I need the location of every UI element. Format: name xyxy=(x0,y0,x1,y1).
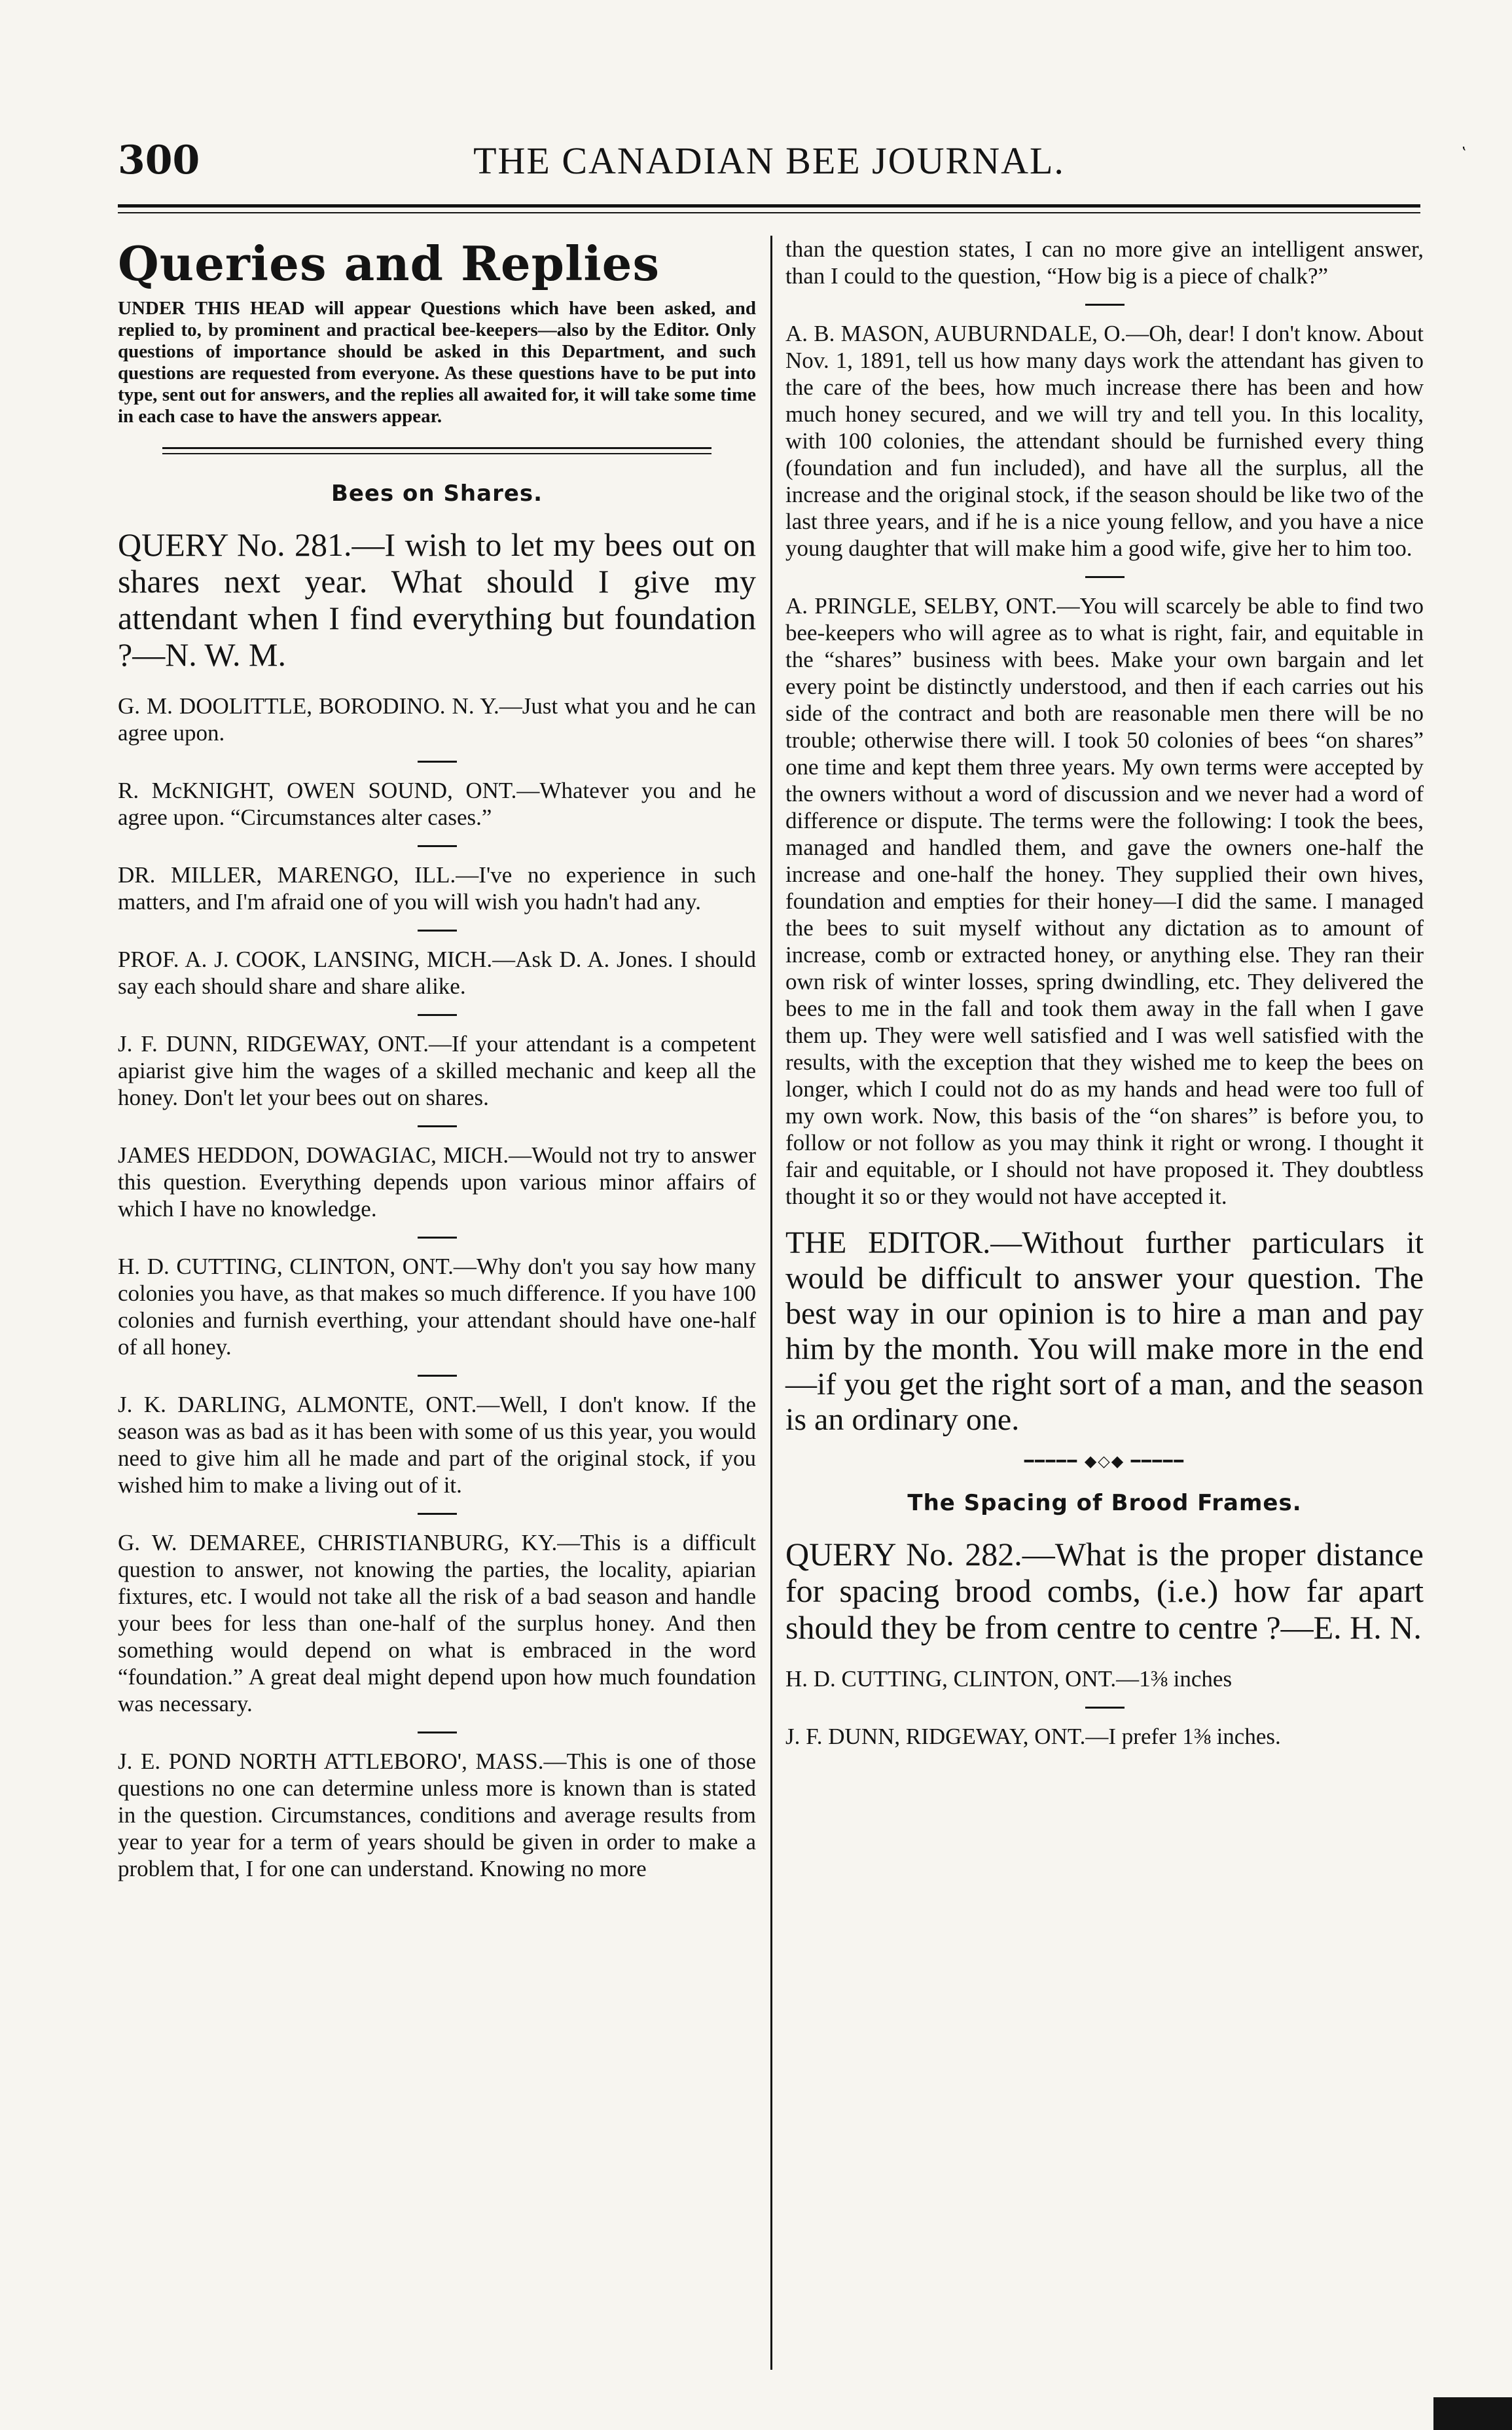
answer-separator xyxy=(1085,576,1125,578)
answer-separator xyxy=(418,1732,457,1733)
answer-separator xyxy=(1085,304,1125,306)
query-282: QUERY No. 282.—What is the proper distance for spacing brood combs, (i.e.) how far apart should they be from centre to centre ?—E. H. N. xyxy=(785,1536,1424,1646)
answer-cutting: H. D. CUTTING, CLINTON, ONT.—Why don't you say how many colonies you have, as that makes so much difference. If you have 100 colonies and furnish everthing, your attendant should have one-half of all honey. xyxy=(118,1254,756,1360)
right-column xyxy=(785,236,1424,1750)
stray-mark: ʽ xyxy=(1461,144,1466,162)
page-corner-mark xyxy=(1433,2397,1512,2430)
answer-doolittle: G. M. DOOLITTLE, BORODINO. N. Y.—Just what you and he can agree upon. xyxy=(118,693,756,746)
query-281: QUERY No. 281.—I wish to let my bees out on shares next year. What should I give my attendant when I find everything but foundation ?—N. W. M. xyxy=(118,526,756,673)
section-title: Queries and Replies xyxy=(118,236,660,291)
answer-demaree: G. W. DEMAREE, CHRISTIANBURG, KY.—This is a difficult question to answer, not knowing the parties, the locality, apiarian fixtures, etc. I would not take all the risk of a bad season and handle your bees for less than one-half of the surplus honey. And then something would depend on what is embraced in the word “foundation.” A great deal might depend upon how much foundation was necessary. xyxy=(118,1530,756,1716)
answer-dunn-282: J. F. DUNN, RIDGEWAY, ONT.—I prefer 1⅜ inches. xyxy=(785,1724,1281,1749)
answer-separator xyxy=(418,1125,457,1127)
answer-miller: DR. MILLER, MARENGO, ILL.—I've no experience in such matters, and I'm afraid one of you will wish you hadn't had any. xyxy=(118,862,756,915)
subhead-spacing-brood-frames: The Spacing of Brood Frames. xyxy=(907,1490,1302,1516)
header-rule-thin xyxy=(118,212,1420,213)
answer-separator xyxy=(418,761,457,763)
answer-heddon: JAMES HEDDON, DOWAGIAC, MICH.—Would not try to answer this question. Everything depends upon various minor affairs of which I have no knowledge. xyxy=(118,1142,756,1222)
column-divider xyxy=(770,236,772,2370)
page-header xyxy=(118,131,1420,196)
answer-separator xyxy=(1085,1707,1125,1709)
answer-pringle: A. PRINGLE, SELBY, ONT.—You will scarcely be able to find two bee-keepers who will agree as to what is right, fair, and equitable in the “shares” business with bees. Make your own bargain and let every point be distinctly understood, and then if each carries out his side of the contract and both are reasonable men there will be no trouble; otherwise there will. I took 50 colonies of bees “on shares” one time and kept them three years. My own terms were accepted by the owners without a word of discussion and we never had a word of difference or dispute. The terms were the following: I took the bees, managed and handled them, and gave the owners one-half the increase and one-half the honey. They supplied their own hives, foundation and empties for their honey—I did the same. I managed the bees to suit myself without any dictation as to amount of increase, comb or extracted honey, or anything else. They ran their own risk of winter losses, spring dwindling, etc. They delivered the bees to me in the fall and took them away in the fall when I gave them up. They were well satisfied and I was well satisfied with the results, with the exception that they wished me to keep the bees on longer, which I could not do as my hands and head were too full of my own work. Now, this basis of the “on shares” is before you, to follow or not follow as you may think it right or wrong. I thought it fair and equitable, or I should not have proposed it. They doubtless thought it so or they would not have accepted it. xyxy=(785,593,1424,1209)
section-divider xyxy=(162,447,711,454)
section-intro: UNDER THIS HEAD will appear Questions which have been asked, and replied to, by prominent and practical bee-keepers—also by the Editor. Only questions of importance should be asked in this Department, and such questions are requested from everyone. As these questions have to be put into type, sent out for answers, and the replies all awaited for, it will take some time in each case to have the answers appear. xyxy=(118,298,756,427)
answer-pond: J. E. POND NORTH ATTLEBORO', MASS.—This is one of those questions no one can determine unless more is known than is stated in the question. Circumstances, conditions and average results from year to year for a term of years should be given in order to make a problem that, I for one can understand. Knowing no more xyxy=(118,1749,756,1881)
answer-cook: PROF. A. J. COOK, LANSING, MICH.—Ask D. A. Jones. I should say each should share and share alike. xyxy=(118,947,756,999)
answer-separator xyxy=(418,1375,457,1377)
journal-title: THE CANADIAN BEE JOURNAL. xyxy=(473,139,1065,182)
answer-separator xyxy=(418,1237,457,1239)
answer-pond-continued: than the question states, I can no more give an intelligent answer, than I could to the question, “How big is a piece of chalk?” xyxy=(785,236,1424,289)
subhead-bees-on-shares: Bees on Shares. xyxy=(331,481,543,507)
ornament-divider: ━━━━━ ◆◇◆ ━━━━━ xyxy=(1024,1452,1185,1470)
answer-mcknight: R. McKNIGHT, OWEN SOUND, ONT.—Whatever you and he agree upon. “Circumstances alter cases.” xyxy=(118,778,756,830)
editor-reply: THE EDITOR.—Without further particulars it would be difficult to answer your question. The best way in our opinion is to hire a man and pay him by the month. You will make more in the end—if you get the right sort of a man, and the season is an ordinary one. xyxy=(785,1225,1424,1437)
page-number: 300 xyxy=(118,137,200,183)
left-column xyxy=(118,236,756,1882)
answer-separator xyxy=(418,930,457,932)
answer-darling: J. K. DARLING, ALMONTE, ONT.—Well, I don't know. If the season was as bad as it has been with some of us this year, you would need to give him all he made and part of the original stock, if you wished him to make a living out of it. xyxy=(118,1392,756,1498)
answer-mason: A. B. MASON, AUBURNDALE, O.—Oh, dear! I don't know. About Nov. 1, 1891, tell us how many days work the attendant has given to the care of the bees, how much increase there has been and how much honey secured, and we will try and tell you. In this locality, with 100 colonies, the attendant should be furnished every thing (foundation and fun included), and have all the surplus, all the increase and the original stock, if the season should be like two of the last three years, and if he is a nice young fellow, and you have a nice young daughter that will make him a good wife, give her to him too. xyxy=(785,321,1424,561)
answer-separator xyxy=(418,1014,457,1016)
answer-dunn: J. F. DUNN, RIDGEWAY, ONT.—If your attendant is a competent apiarist give him the wages of a skilled mechanic and keep all the honey. Don't let your bees out on shares. xyxy=(118,1031,756,1110)
answer-separator xyxy=(418,1513,457,1515)
answer-separator xyxy=(418,845,457,847)
header-rule-thick xyxy=(118,204,1420,208)
answer-cutting-282: H. D. CUTTING, CLINTON, ONT.—1⅜ inches xyxy=(785,1666,1233,1692)
